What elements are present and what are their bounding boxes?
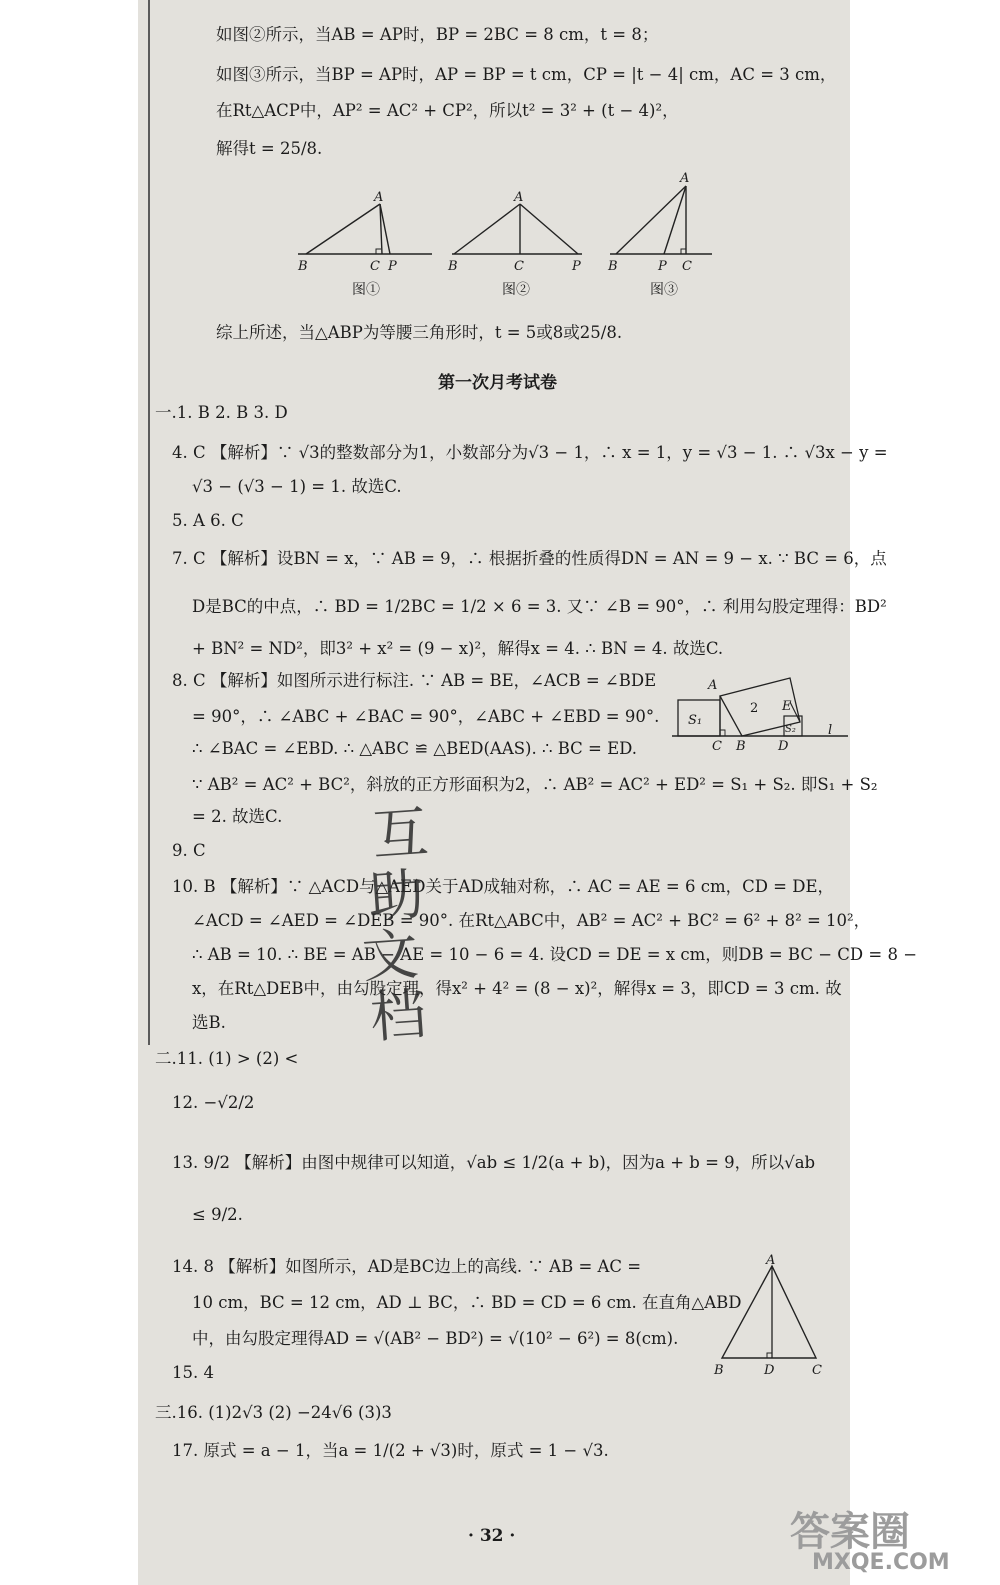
point-label: B	[714, 1363, 724, 1378]
watermark-logo-text: 答案圈	[790, 1509, 910, 1555]
point-label: P	[572, 259, 581, 274]
point-label: C	[682, 259, 692, 274]
text-line: 4. C 【解析】∵ √3的整数部分为1，小数部分为√3 − 1，∴ x = 1，y = √3 − 1. ∴ √3x − y =	[172, 443, 888, 462]
point-label: B	[608, 259, 618, 274]
line-label: l	[828, 723, 833, 738]
handwritten-char: 文	[360, 922, 421, 991]
figure-caption: 图③	[650, 282, 678, 298]
triangle-figure-1	[292, 188, 438, 298]
text-line: 9. C	[172, 841, 206, 860]
text-line: 综上所述，当△ABP为等腰三角形时，t = 5或8或25/8.	[216, 323, 623, 342]
text-line: 在Rt△ACP中，AP² = AC² + CP²，所以t² = 3² + (t − 4)²，	[216, 101, 679, 120]
text-line: 二.11. (1) > (2) <	[155, 1049, 299, 1068]
triangle-figure-3	[606, 156, 716, 298]
text-line: = 2. 故选C.	[192, 807, 283, 826]
area-label: 2	[750, 701, 759, 716]
text-line: 5. A 6. C	[172, 511, 244, 530]
point-label: A	[708, 678, 718, 693]
text-line: 如图③所示，当BP = AP时，AP = BP = t cm，CP = |t − 4| cm，AC = 3 cm，	[216, 65, 837, 84]
area-label: S₂	[785, 724, 796, 735]
point-label: B	[448, 259, 458, 274]
point-label: E	[782, 699, 792, 714]
text-line: 14. 8 【解析】如图所示，AD是BC边上的高线. ∵ AB = AC =	[172, 1257, 642, 1276]
point-label: B	[298, 259, 308, 274]
text-line: 10 cm，BC = 12 cm，AD ⊥ BC，∴ BD = CD = 6 cm. 在直角△ABD	[192, 1293, 742, 1312]
point-label: A	[766, 1253, 776, 1268]
handwritten-char: 助	[366, 862, 427, 931]
text-line: 选B.	[192, 1013, 226, 1032]
text-line: 一.1. B 2. B 3. D	[155, 403, 288, 422]
point-label: D	[778, 739, 789, 754]
handwritten-char: 互	[370, 800, 431, 869]
point-label: C	[514, 259, 524, 274]
point-label: C	[812, 1363, 822, 1378]
figure-caption: 图②	[502, 282, 530, 298]
text-line: + BN² = ND²，即3² + x² = (9 − x)²，解得x = 4. ∴ BN = 4. 故选C.	[192, 639, 724, 658]
text-line: 中，由勾股定理得AD = √(AB² − BD²) = √(10² − 6²) = 8(cm).	[192, 1329, 679, 1348]
point-label: P	[388, 259, 397, 274]
text-line: 8. C 【解析】如图所示进行标注. ∵ AB = BE，∠ACB = ∠BDE	[172, 671, 657, 690]
text-line: ∴ ∠BAC = ∠EBD. ∴ △ABC ≌ △BED(AAS). ∴ BC = ED.	[192, 739, 638, 758]
point-label: C	[370, 259, 380, 274]
text-line: 12. −√2/2	[172, 1093, 255, 1112]
text-line: ∵ AB² = AC² + BC²，斜放的正方形面积为2，∴ AB² = AC² + ED² = S₁ + S₂. 即S₁ + S₂	[192, 775, 878, 794]
watermark-url: MXQE.COM	[812, 1550, 950, 1575]
triangle-figure-2	[446, 188, 592, 298]
area-label: S₁	[688, 713, 703, 728]
point-label: P	[658, 259, 667, 274]
text-line: 如图②所示，当AB = AP时，BP = 2BC = 8 cm，t = 8；	[216, 25, 659, 44]
point-label: A	[374, 190, 384, 205]
figure-caption: 图①	[352, 282, 380, 298]
text-line: ≤ 9/2.	[192, 1205, 243, 1224]
squares-figure-q8	[672, 674, 850, 764]
text-line: 10. B 【解析】∵ △ACD与△AED关于AD成轴对称，∴ AC = AE = 6 cm，CD = DE，	[172, 877, 835, 896]
text-line: ∴ AB = 10. ∴ BE = AB − AE = 10 − 6 = 4. 设CD = DE = x cm，则DB = BC − CD = 8 −	[192, 945, 918, 964]
text-line: ∠ACD = ∠AED = ∠DEB = 90°. 在Rt△ABC中，AB² = AC² + BC² = 6² + 8² = 10²，	[192, 911, 871, 930]
text-line: D是BC的中点，∴ BD = 1/2BC = 1/2 × 6 = 3. 又∵ ∠B = 90°，∴ 利用勾股定理得：BD²	[192, 597, 887, 616]
isosceles-triangle-figure-q14	[708, 1252, 828, 1380]
handwritten-char: 档	[368, 982, 429, 1051]
text-line: 13. 9/2 【解析】由图中规律可以知道，√ab ≤ 1/2(a + b)，因为a + b = 9，所以√ab	[172, 1153, 816, 1172]
text-line: 三.16. (1)2√3 (2) −24√6 (3)3	[155, 1403, 392, 1422]
text-line: x，在Rt△DEB中，由勾股定理，得x² + 4² = (8 − x)²，解得x = 3，即CD = 3 cm. 故	[192, 979, 842, 998]
point-label: A	[680, 171, 690, 186]
text-line: 15. 4	[172, 1363, 214, 1382]
text-line: 17. 原式 = a − 1，当a = 1/(2 + √3)时，原式 = 1 − √3.	[172, 1441, 609, 1460]
text-line: √3 − (√3 − 1) = 1. 故选C.	[192, 477, 402, 496]
point-label: A	[514, 190, 524, 205]
text-line: 7. C 【解析】设BN = x，∵ AB = 9，∴ 根据折叠的性质得DN = AN = 9 − x. ∵ BC = 6，点	[172, 549, 887, 568]
section-title: 第一次月考试卷	[438, 373, 557, 393]
text-line: = 90°，∴ ∠ABC + ∠BAC = 90°，∠ABC + ∠EBD = 90°.	[192, 707, 660, 726]
text-line: 解得t = 25/8.	[216, 139, 323, 158]
point-label: B	[736, 739, 746, 754]
page-number: · 32 ·	[468, 1526, 516, 1546]
margin-rule	[148, 0, 150, 1045]
point-label: C	[712, 739, 722, 754]
point-label: D	[764, 1363, 775, 1378]
